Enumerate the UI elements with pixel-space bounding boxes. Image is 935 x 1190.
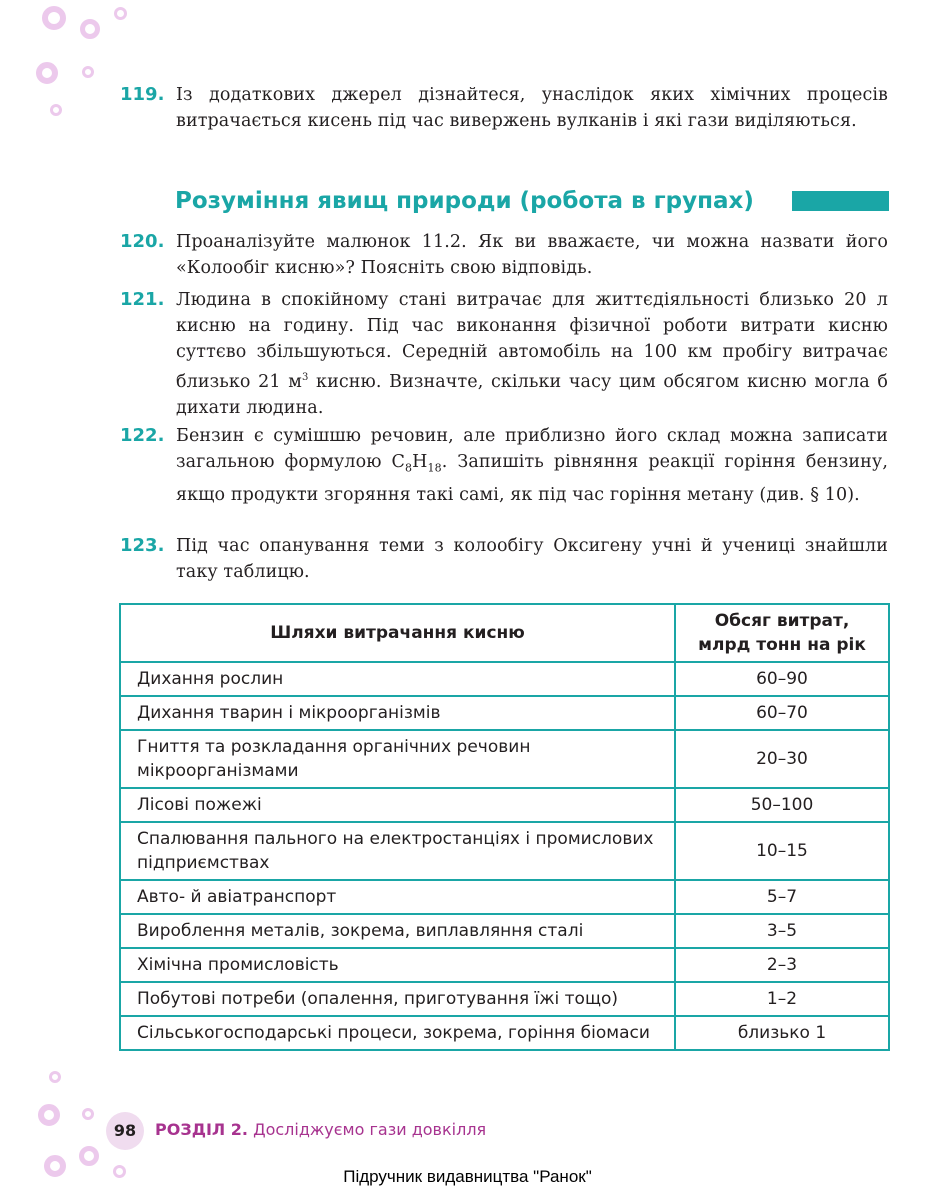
- decorative-circle: [114, 7, 127, 20]
- table-header-row: [120, 604, 889, 662]
- task-119: [120, 82, 888, 134]
- table-cell-value: 20–30: [675, 730, 889, 788]
- table-row: [120, 948, 889, 982]
- table-cell-source: Вироблення металів, зокрема, виплавляння сталі: [120, 914, 675, 948]
- table-cell-value: 60–70: [675, 696, 889, 730]
- table-cell-source: Хімічна промисловість: [120, 948, 675, 982]
- table-row: [120, 822, 889, 880]
- decorative-circle: [79, 1146, 99, 1166]
- table-cell-source: Дихання тварин і мікроорганізмів: [120, 696, 675, 730]
- section-title: Розуміння явищ природи (робота в групах): [175, 188, 754, 214]
- table-cell-value: 10–15: [675, 822, 889, 880]
- table-cell-source: Дихання рослин: [120, 662, 675, 696]
- task-text-part: H: [412, 452, 428, 472]
- task-number: 119.: [120, 84, 165, 105]
- task-123: [120, 533, 888, 585]
- task-number: 121.: [120, 289, 165, 310]
- decorative-circle: [49, 1071, 61, 1083]
- table-row: [120, 788, 889, 822]
- task-text: Під час опанування теми з колообігу Оксигену учні й учениці знайшли таку таблицю.: [176, 536, 888, 582]
- task-number: 120.: [120, 231, 165, 252]
- table-row: [120, 730, 889, 788]
- task-text: Із додаткових джерел дізнайтеся, унаслідок яких хімічних процесів витрачається кисень під час вивержень вулканів і які гази виділяються.: [176, 85, 888, 131]
- task-number: 122.: [120, 425, 165, 446]
- table-cell-source: Спалювання пального на електростанціях і промислових підприємствах: [120, 822, 675, 880]
- table-row: [120, 696, 889, 730]
- table-row: [120, 662, 889, 696]
- task-122: [120, 423, 888, 508]
- table-cell-source: Лісові пожежі: [120, 788, 675, 822]
- header-volume: [675, 604, 889, 662]
- task-text-part: Бензин є сумішшю речовин, але приблизно його склад можна записати загальною формулою C: [176, 426, 888, 472]
- task-text-part: Людина в спокійному стані витрачає для життєдіяльності близько 20 л кисню на годину. Під час виконання фізичної роботи витрати кисню суттєво збільшуються. Середній автомобіль на 100 км пробігу витрачає близько 21 м: [176, 290, 888, 392]
- table-cell-source: Авто- й авіатранспорт: [120, 880, 675, 914]
- task-text: [176, 423, 888, 508]
- decorative-circle: [80, 19, 100, 39]
- decorative-circle: [36, 62, 58, 84]
- table-row: [120, 914, 889, 948]
- chapter-label: РОЗДІЛ 2.: [155, 1120, 248, 1139]
- task-text: Проаналізуйте малюнок 11.2. Як ви вважаєте, чи можна назвати його «Колообіг кисню»? Поясніть свою відповідь.: [176, 232, 888, 278]
- decorative-circle: [50, 104, 62, 116]
- task-text-part: кисню. Визначте, скільки часу цим обсягом кисню могла б дихати людина.: [176, 371, 888, 418]
- table-cell-value: близько 1: [675, 1016, 889, 1050]
- header-volume-line: Обсяг витрат,: [714, 611, 850, 631]
- table-cell-value: 5–7: [675, 880, 889, 914]
- section-title-bar: [792, 191, 889, 211]
- table-row: [120, 982, 889, 1016]
- header-paths: Шляхи витрачання кисню: [120, 604, 675, 662]
- publisher-line: Підручник видавництва "Ранок": [343, 1167, 592, 1186]
- chapter-name: Досліджуємо гази довкілля: [253, 1120, 487, 1139]
- table-cell-source: Сільськогосподарські процеси, зокрема, горіння біомаси: [120, 1016, 675, 1050]
- chapter-footer: [155, 1120, 486, 1139]
- subscript: 8: [405, 461, 413, 475]
- oxygen-consumption-table: [119, 603, 890, 1051]
- table-cell-value: 3–5: [675, 914, 889, 948]
- table-cell-source: Побутові потреби (опалення, приготування їжі тощо): [120, 982, 675, 1016]
- table-cell-value: 2–3: [675, 948, 889, 982]
- header-volume-line: млрд тонн на рік: [698, 635, 866, 655]
- table-cell-source: Гниття та розкладання органічних речовин мікроорганізмами: [120, 730, 675, 788]
- table-row: [120, 880, 889, 914]
- task-text: [176, 287, 888, 421]
- decorative-circle: [82, 66, 94, 78]
- decorative-circle: [82, 1108, 94, 1120]
- table-cell-value: 1–2: [675, 982, 889, 1016]
- table-cell-value: 60–90: [675, 662, 889, 696]
- task-121: [120, 287, 888, 421]
- table-cell-value: 50–100: [675, 788, 889, 822]
- decorative-circle: [42, 6, 66, 30]
- page-number: 98: [106, 1112, 144, 1150]
- task-number: 123.: [120, 535, 165, 556]
- decorative-circle: [38, 1104, 60, 1126]
- table-row: [120, 1016, 889, 1050]
- task-text-part: . Запишіть рівняння реакції горіння бензину, якщо продукти згоряння такі самі, як під час горіння метану (див. § 10).: [176, 452, 888, 505]
- superscript: 3: [301, 372, 309, 383]
- subscript: 18: [427, 461, 442, 475]
- task-120: [120, 229, 888, 281]
